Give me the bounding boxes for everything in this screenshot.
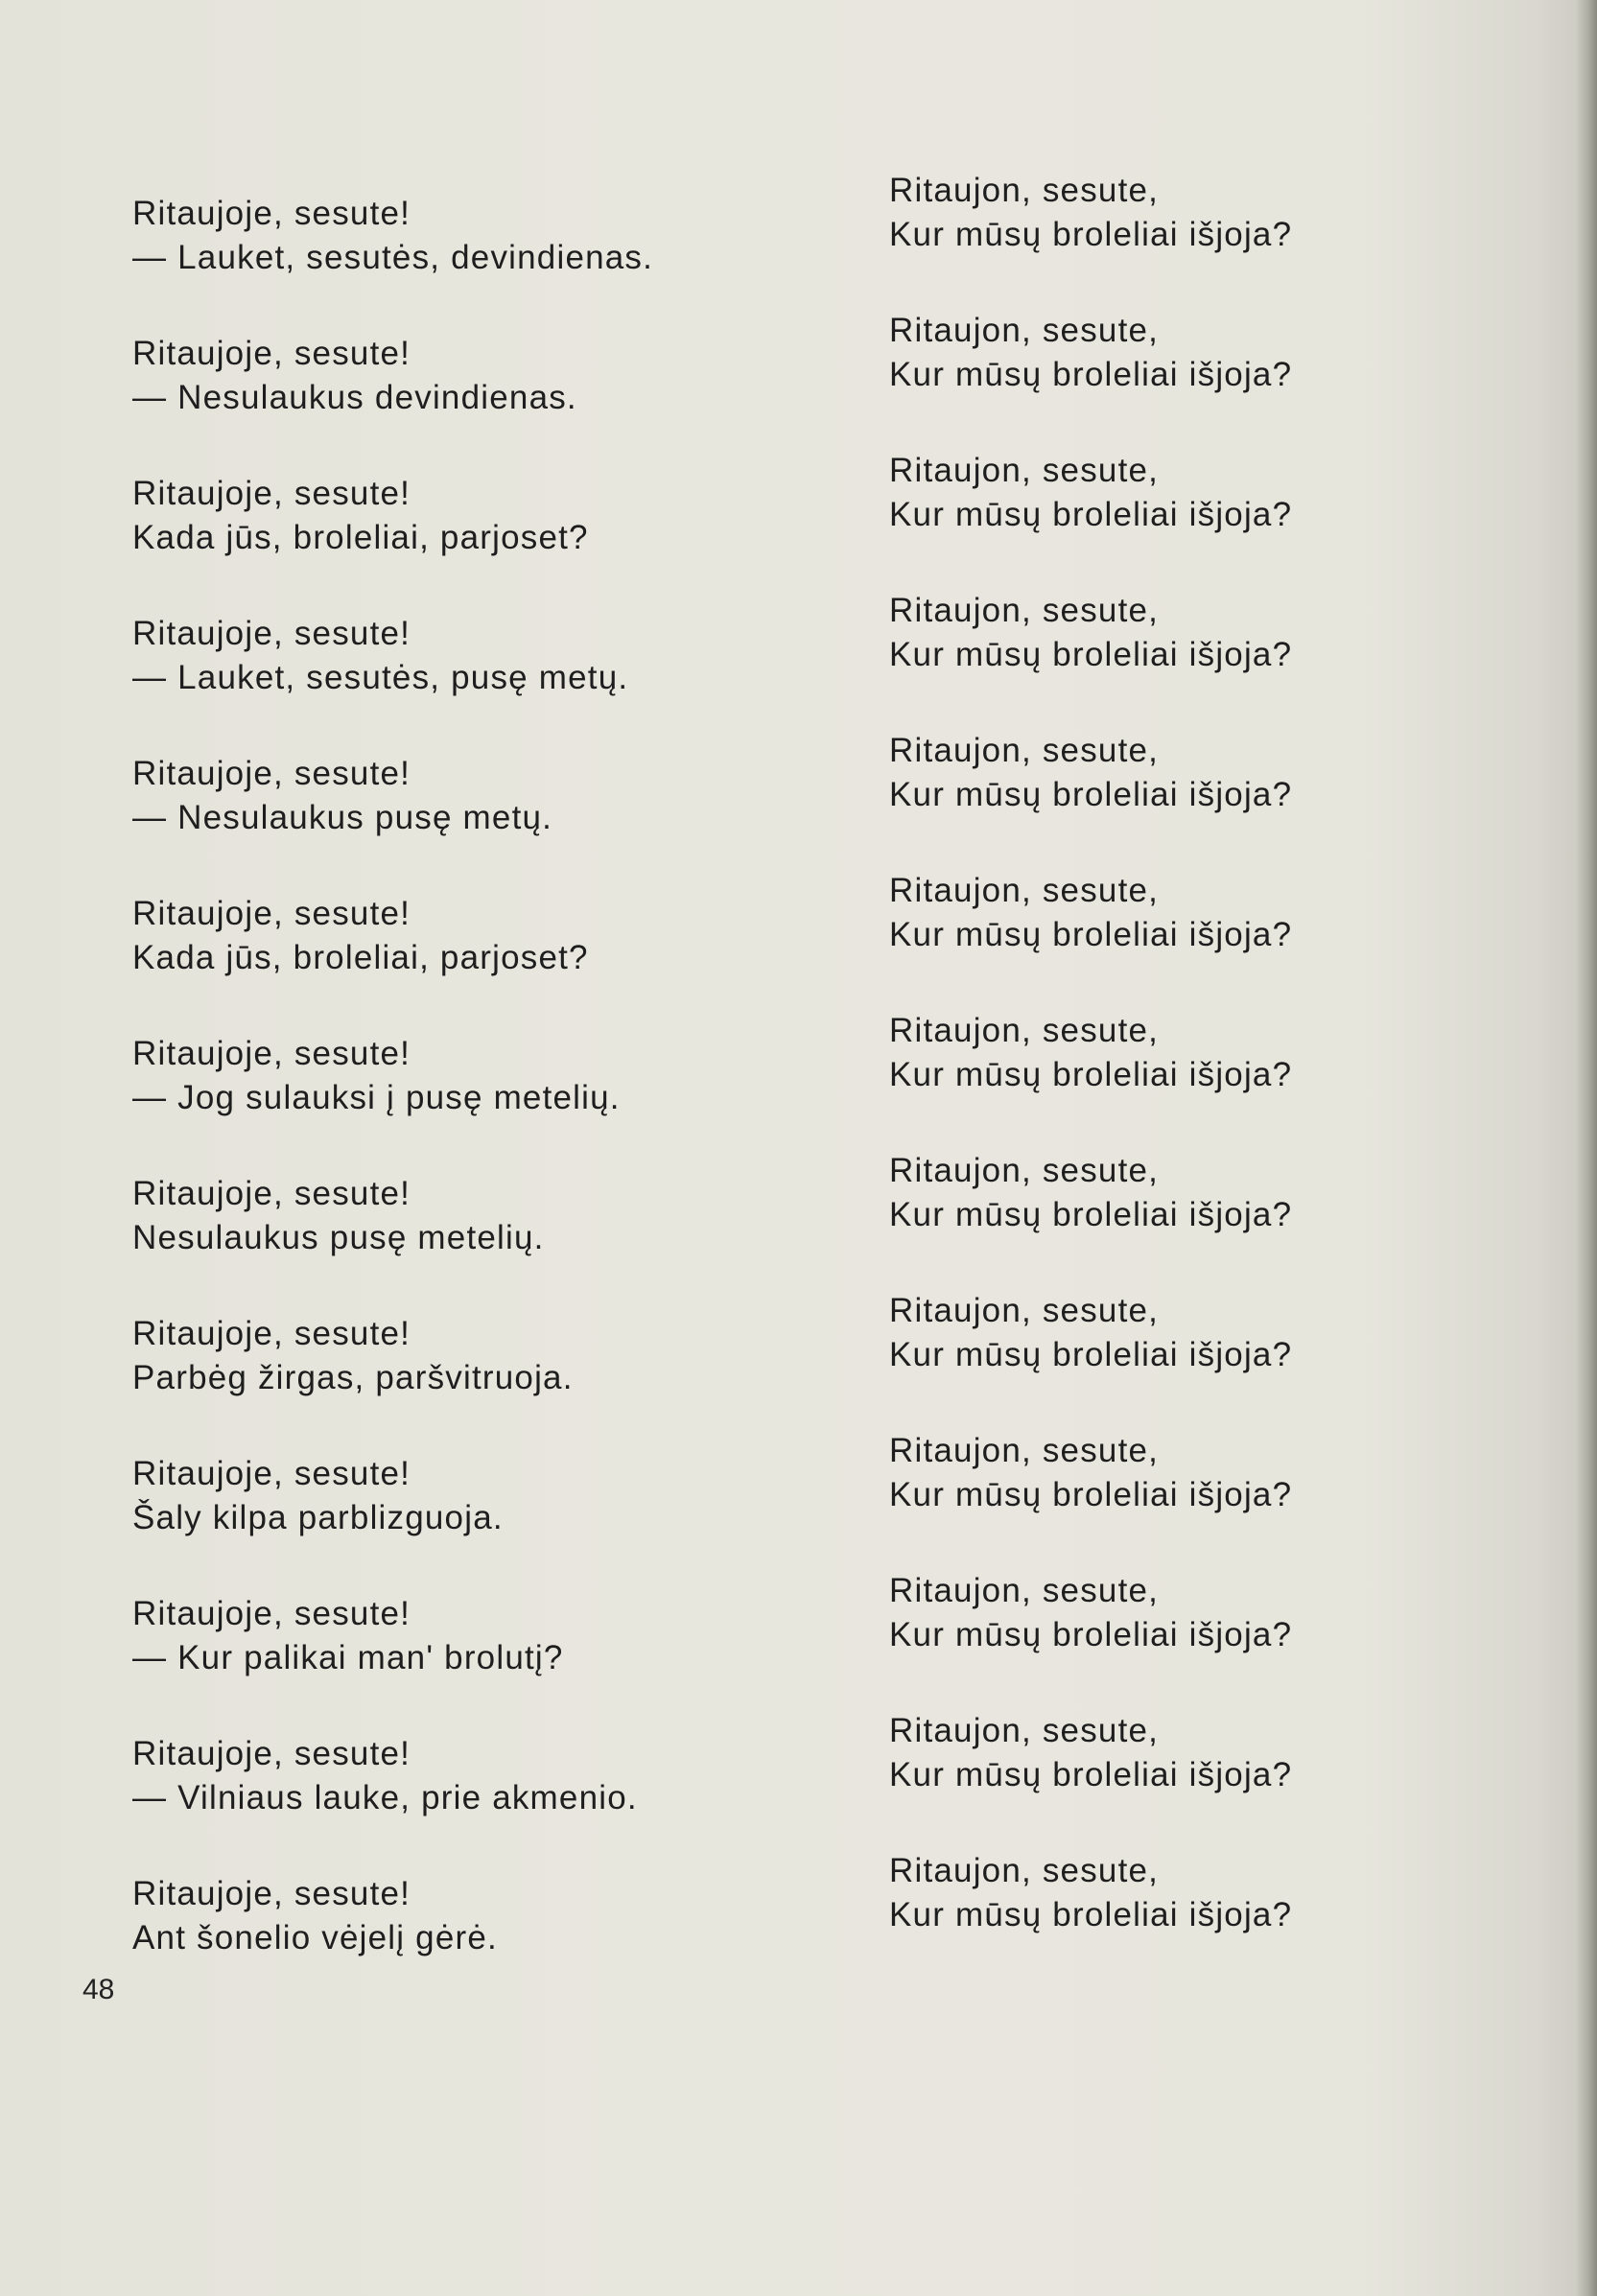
stanza — [132, 332, 861, 420]
verse-line: Ritaujoje, sesute! — [132, 1315, 411, 1352]
verse-line: Ritaujon, sesute, — [889, 312, 1160, 349]
verse-line: Ritaujon, sesute, — [889, 732, 1160, 769]
stanza — [889, 1709, 1597, 1797]
stanza — [132, 612, 861, 700]
stanza — [132, 1312, 861, 1400]
verse-line: Kur mūsų broleliai išjoja? — [889, 496, 1293, 533]
verse-line: Parbėg žirgas, paršvitruoja. — [132, 1359, 574, 1396]
verse-line: Ritaujon, sesute, — [889, 172, 1160, 209]
page-edge-shadow — [1576, 0, 1597, 2296]
verse-line: — Lauket, sesutės, pusę metų. — [132, 659, 629, 696]
verse-line: — Nesulaukus pusę metų. — [132, 799, 553, 836]
verse-line: — Vilniaus lauke, prie akmenio. — [132, 1779, 638, 1816]
verse-line: Ritaujoje, sesute! — [132, 755, 411, 792]
verse-line: Ritaujoje, sesute! — [132, 335, 411, 372]
verse-line: Kur mūsų broleliai išjoja? — [889, 1896, 1293, 1933]
verse-line: Kur mūsų broleliai išjoja? — [889, 1196, 1293, 1233]
verse-line: Kur mūsų broleliai išjoja? — [889, 1616, 1293, 1653]
verse-line: Kur mūsų broleliai išjoja? — [889, 216, 1293, 253]
verse-line: Ritaujon, sesute, — [889, 872, 1160, 909]
stanza — [132, 892, 861, 980]
stanza — [132, 1452, 861, 1540]
stanza — [889, 309, 1597, 397]
verse-line: Ritaujoje, sesute! — [132, 195, 411, 232]
stanza — [132, 752, 861, 840]
verse-line: Kada jūs, broleliai, parjoset? — [132, 519, 589, 556]
verse-line: Ritaujon, sesute, — [889, 1712, 1160, 1749]
verse-line: Ritaujoje, sesute! — [132, 895, 411, 932]
verse-line: Ritaujoje, sesute! — [132, 615, 411, 652]
stanza — [132, 1592, 861, 1680]
stanza — [889, 1569, 1597, 1657]
stanza — [132, 1872, 861, 1960]
verse-line: Ritaujoje, sesute! — [132, 1455, 411, 1492]
stanza — [889, 449, 1597, 537]
verse-line: — Jog sulauksi į pusę metelių. — [132, 1079, 621, 1116]
stanza — [889, 589, 1597, 677]
verse-line: Kur mūsų broleliai išjoja? — [889, 1056, 1293, 1093]
verse-line: Ritaujoje, sesute! — [132, 1595, 411, 1632]
verse-line: Kur mūsų broleliai išjoja? — [889, 776, 1293, 813]
verse-line: Kur mūsų broleliai išjoja? — [889, 356, 1293, 393]
verse-line: Ritaujon, sesute, — [889, 1432, 1160, 1469]
verse-line: Ritaujon, sesute, — [889, 1012, 1160, 1049]
stanza — [889, 1849, 1597, 1937]
verse-line: — Kur palikai man' brolutį? — [132, 1639, 564, 1676]
stanza — [889, 1149, 1597, 1237]
verse-line: Ritaujoje, sesute! — [132, 1735, 411, 1772]
stanza — [132, 472, 861, 560]
stanza — [889, 1009, 1597, 1097]
verse-line: Ritaujon, sesute, — [889, 1292, 1160, 1329]
verse-line: Ritaujon, sesute, — [889, 452, 1160, 489]
verse-line: Ritaujon, sesute, — [889, 1572, 1160, 1609]
stanza — [889, 1289, 1597, 1377]
stanza — [132, 192, 861, 280]
verse-line: Kur mūsų broleliai išjoja? — [889, 1756, 1293, 1793]
verse-line: Ritaujoje, sesute! — [132, 1035, 411, 1072]
page-number: 48 — [82, 1974, 115, 2005]
stanza — [889, 729, 1597, 817]
verse-line: Kada jūs, broleliai, parjoset? — [132, 939, 589, 976]
verse-line: Kur mūsų broleliai išjoja? — [889, 1336, 1293, 1373]
verse-line: Kur mūsų broleliai išjoja? — [889, 1476, 1293, 1513]
verse-line: Ritaujon, sesute, — [889, 1852, 1160, 1889]
verse-line: Šaly kilpa parblizguoja. — [132, 1499, 504, 1536]
verse-line: Ritaujoje, sesute! — [132, 475, 411, 512]
verse-line: Ant šonelio vėjelį gėrė. — [132, 1919, 498, 1956]
stanza — [132, 1732, 861, 1820]
stanza — [889, 169, 1597, 257]
verse-line: Ritaujon, sesute, — [889, 1152, 1160, 1189]
verse-line: — Lauket, sesutės, devindienas. — [132, 239, 654, 276]
verse-line: Ritaujoje, sesute! — [132, 1875, 411, 1912]
verse-line: Kur mūsų broleliai išjoja? — [889, 636, 1293, 673]
stanza — [889, 1429, 1597, 1517]
verse-line: — Nesulaukus devindienas. — [132, 379, 577, 416]
stanza — [889, 869, 1597, 957]
stanza — [132, 1172, 861, 1260]
verse-line: Nesulaukus pusę metelių. — [132, 1219, 545, 1256]
stanza — [132, 1032, 861, 1120]
verse-line: Kur mūsų broleliai išjoja? — [889, 916, 1293, 953]
verse-line: Ritaujon, sesute, — [889, 592, 1160, 629]
verse-line: Ritaujoje, sesute! — [132, 1175, 411, 1212]
